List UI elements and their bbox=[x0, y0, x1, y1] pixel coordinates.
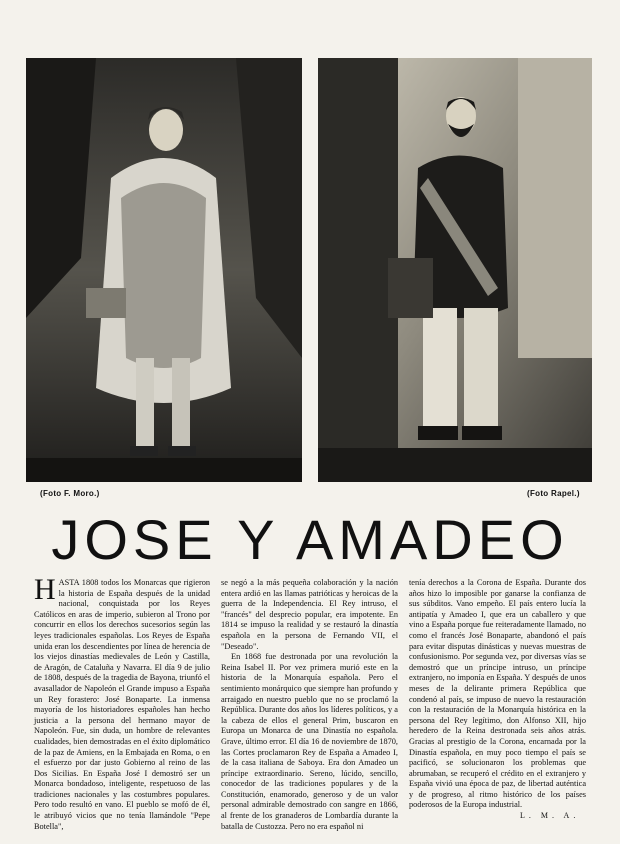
portrait-jose-bonaparte bbox=[26, 58, 302, 482]
photo-credit-right: (Foto Rapel.) bbox=[527, 489, 580, 498]
paragraph bbox=[34, 573, 211, 832]
article-column-1 bbox=[34, 573, 211, 832]
article-column-3 bbox=[409, 578, 586, 811]
article-title: JOSE Y AMADEO bbox=[51, 508, 569, 571]
portrait-amadeo bbox=[318, 58, 592, 482]
portrait-amadeo-painting bbox=[318, 58, 592, 482]
article-column-2 bbox=[221, 578, 398, 832]
portrait-jose-painting bbox=[26, 58, 302, 482]
author-signature: L. M. A. bbox=[520, 811, 580, 820]
paragraph: se negó a la más pequeña colaboración y la nación entera ardió en las llamas patrióticas y heroicas de la guerra de la Independencia. El Rey intruso, el "francés" del desprecio popular, era impotente. En 1814 se impuso la realidad y se restauró la dinastía española en la persona de Fernando VII, el "Deseado". bbox=[221, 578, 398, 651]
paragraph-text: ASTA 1808 todos los Monarcas que rigieron la historia de España después de la unidad nacional, conquistada por los Reyes Católicos en aras de imperio, subieron al Trono por concurrir en ellos los derechos sucesorios según las leyes tradicionales españolas. Los Reyes de España unida eran los descendientes por línea de herencia de los viejos dinastías medievales de León y Castilla, de Aragón, de Cataluña y Navarra. El día 9 de julio de 1808, después de la tragedia de Bayona, triunfó el avasallador de Napoleón el Grande impuso a España un Rey forastero: José Bonaparte. La inmensa mayoría de los historiadores españoles han hecho justicia a la persona del hermano mayor de Napoleón. Fue, sin duda, un hombre de relevantes cualidades, bien demostradas en el éxito diplomático de la paz de Amiens, en la Embajada en Roma, o en el esfuerzo por dar justo Gobierno al reino de las Dos Sicilias. En España José I demostró ser un Monarca bondadoso, inteligente, respetuoso de las tradiciones nacionales y las costumbres populares. Pero todo resultó en vano. El pueblo se mofó de él, le atribuyó vicios que no tenía llamándole "Pepe Botella", bbox=[34, 578, 211, 831]
paragraph: En 1868 fue destronada por una revolución la Reina Isabel II. Por vez primera murió este en la historia de la Monarquía española. Pero el sentimiento monárquico que siempre han profundo y arraigado en nuestro pueblo que no se proclamó la República. Durante dos años los líderes políticos, y a la cabeza de ellos el general Prim, buscaron en Europa un Monarca de una Dinastía no española. Grave, último error. El día 16 de noviembre de 1870, las Cortes proclamaron Rey de España a Amadeo I, de la casa italiana de Saboya. Era don Amadeo un príncipe extraordinario. Sereno, lúcido, sencillo, conocedor de las tradiciones populares y de la Constitución, enamorado, generoso y de un valor personal admirable demostrado con sangre en 1866, al frente de los granaderos de Lombardía durante la batalla de Custozza. Pero no era español ni bbox=[221, 652, 398, 831]
paragraph: tenía derechos a la Corona de España. Durante dos años hizo lo imposible por ganarse la confianza de sus súbditos. Vano empeño. El país entero lucía la antipatía y Amadeo I, que era un caballero y que vino a España porque fue reiteradamente llamado, no como el francés José Bonaparte, abandonó el país para evitar disputas dinásticas y nuevas muestras de confusionismo. Por segunda vez, por diversas vías se demostró que un príncipe intruso, un príncipe extranjero, no imponía en España. Y después de unos meses de la delirante primera República que condenó al país, se impuso de nuevo la restauración con la restauración de la Monarquía histórica en la persona del Rey legítimo, don Alfonso XII, hijo heredero de la Reina destronada seis años atrás. Gracias al prestigio de la Corona, encarnada por la Dinastía española, en muy poco tiempo el país se pacificó, se solucionaron los problemas que abrumaban, se recuperó el crédito en el extranjero y España vivió una época de paz, de libertad auténtica y de progreso, al ritmo histórico de los países poderosos de la Europa industrial. bbox=[409, 578, 586, 810]
drop-cap: H bbox=[34, 573, 56, 606]
photo-credit-left: (Foto F. Moro.) bbox=[40, 489, 100, 498]
